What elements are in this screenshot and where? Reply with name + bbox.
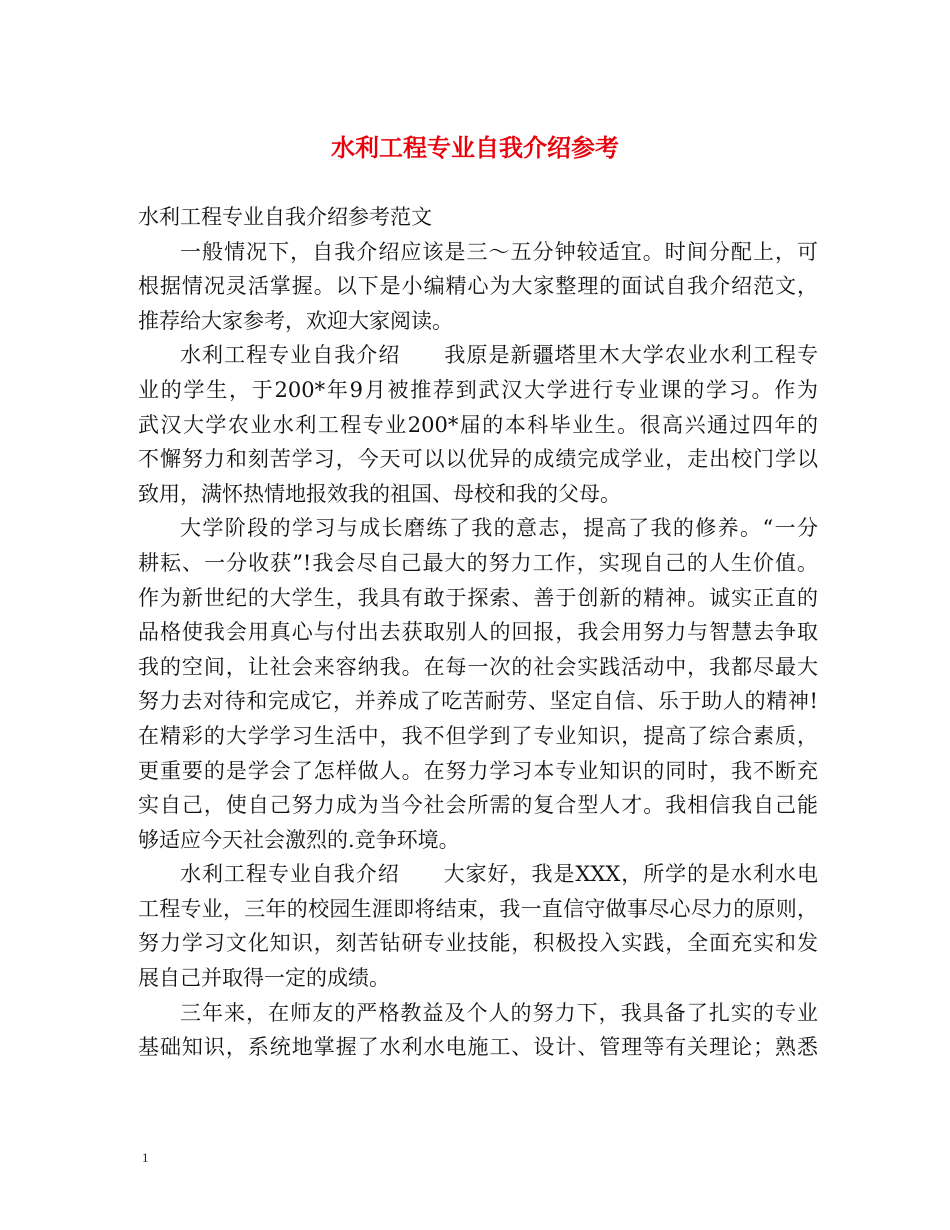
text-line: 根据情况灵活掌握。以下是小编精心为大家整理的面试自我介绍范文，	[138, 274, 818, 299]
text-line: 三年来，在师友的严格教益及个人的努力下，我具备了扎实的专业	[180, 1000, 818, 1025]
text-line: 在精彩的大学学习生活中，我不但学到了专业知识，提高了综合素质，	[138, 723, 818, 748]
text-line: 工程专业，三年的校园生涯即将结束，我一直信守做事尽心尽力的原则，	[138, 896, 818, 921]
text-line: 大学阶段的学习与成长磨练了我的意志，提高了我的修养。“一分	[180, 516, 818, 541]
text-line: 耕耘、一分收获”!我会尽自己最大的努力工作，实现自己的人生价值。	[138, 550, 818, 575]
text-line: 实自己，使自己努力成为当今社会所需的复合型人才。我相信我自己能	[138, 793, 818, 818]
text-line: 水利工程专业自我介绍 我原是新疆塔里木大学农业水利工程专	[180, 343, 818, 368]
text-line: 努力学习文化知识，刻苦钻研专业技能，积极投入实践，全面充实和发	[138, 931, 818, 956]
document-title: 水利工程专业自我介绍参考	[331, 133, 619, 162]
text-line: 展自己并取得一定的成绩。	[138, 966, 390, 991]
text-line: 不懈努力和刻苦学习，今天可以以优异的成绩完成学业，走出校门学以	[138, 447, 818, 472]
text-line: 品格使我会用真心与付出去获取别人的回报，我会用努力与智慧去争取	[138, 620, 818, 645]
text-line: 武汉大学农业水利工程专业200*届的本科毕业生。很高兴通过四年的	[138, 412, 818, 437]
document-body	[138, 200, 818, 1065]
text-line: 致用，满怀热情地报效我的祖国、母校和我的父母。	[138, 481, 621, 506]
text-line: 业的学生，于200*年9月被推荐到武汉大学进行专业课的学习。作为	[138, 377, 818, 402]
text-line: 水利工程专业自我介绍 大家好，我是XXX，所学的是水利水电	[180, 862, 818, 887]
text-line: 水利工程专业自我介绍参考范文	[138, 205, 432, 229]
text-line: 努力去对待和完成它，并养成了吃苦耐劳、坚定自信、乐于助人的精神!	[138, 689, 818, 714]
text-line: 更重要的是学会了怎样做人。在努力学习本专业知识的同时，我不断充	[138, 758, 818, 783]
text-line: 基础知识，系统地掌握了水利水电施工、设计、管理等有关理论；熟悉	[138, 1035, 818, 1060]
text-line: 够适应今天社会激烈的.竞争环境。	[138, 827, 460, 852]
text-line: 推荐给大家参考，欢迎大家阅读。	[138, 308, 453, 333]
text-line: 我的空间，让社会来容纳我。在每一次的社会实践活动中，我都尽最大	[138, 654, 818, 679]
page-number: 1	[142, 1150, 149, 1165]
text-line: 一般情况下，自我介绍应该是三～五分钟较适宜。时间分配上，可	[180, 239, 818, 264]
text-line: 作为新世纪的大学生，我具有敢于探索、善于创新的精神。诚实正直的	[138, 585, 818, 610]
